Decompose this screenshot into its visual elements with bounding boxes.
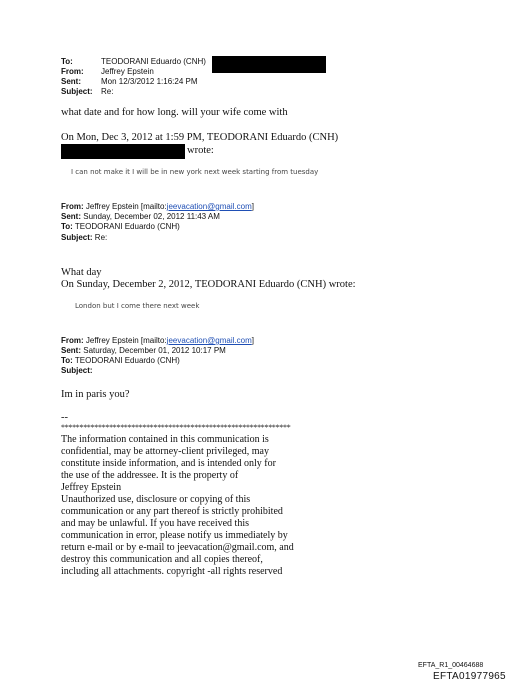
redaction-bar bbox=[61, 144, 185, 159]
sent-value: Mon 12/3/2012 1:16:24 PM bbox=[101, 77, 198, 86]
email-header-sent bbox=[61, 212, 220, 222]
quote-wrote: wrote: bbox=[187, 145, 214, 156]
subject-label: Subject: bbox=[61, 233, 93, 242]
from-value: Jeffrey Epstein bbox=[101, 67, 154, 76]
subject-label: Subject: bbox=[61, 87, 93, 96]
email-header-from: From: Jeffrey Epstein [mailto:jeevacation@gmail.com] bbox=[61, 202, 254, 211]
to-label: To: bbox=[61, 222, 73, 231]
disclaimer-line: Unauthorized use, disclosure or copying of this bbox=[61, 494, 251, 505]
email-header-to bbox=[61, 356, 180, 366]
subject-value: Re: bbox=[94, 233, 108, 242]
from-label: From: bbox=[61, 336, 84, 345]
quoted-reply: I can not make it I will be in new york next week starting from tuesday bbox=[71, 168, 319, 176]
body-text: what date and for how long. will your wife come with bbox=[61, 107, 288, 118]
quote-header: On Mon, Dec 3, 2012 at 1:59 PM, TEODORANI Eduardo (CNH) bbox=[61, 132, 339, 143]
from-name: Jeffrey Epstein [mailto: bbox=[85, 336, 167, 345]
disclaimer-line: Jeffrey Epstein bbox=[61, 482, 122, 493]
disclaimer-line: communication in error, please notify us immediately by bbox=[61, 530, 288, 541]
to-value: TEODORANI Eduardo (CNH) bbox=[101, 57, 206, 66]
disclaimer-line: The information contained in this communication is bbox=[61, 434, 269, 445]
quoted-reply: London but I come there next week bbox=[75, 302, 200, 310]
email-link[interactable]: jeevacation@gmail.com bbox=[166, 336, 252, 345]
signature-stars: ************************************************************** bbox=[61, 423, 291, 432]
email-header-from: From: Jeffrey Epstein [mailto:jeevacation@gmail.com] bbox=[61, 336, 254, 345]
disclaimer-line: destroy this communication and all copies thereof, bbox=[61, 554, 263, 565]
sent-label: Sent: bbox=[61, 212, 81, 221]
disclaimer-line: return e-mail or by e-mail to jeevacation@gmail.com, and bbox=[61, 542, 294, 553]
quote-header: On Sunday, December 2, 2012, TEODORANI Eduardo (CNH) wrote: bbox=[61, 279, 356, 290]
from-name: Jeffrey Epstein [mailto: bbox=[85, 202, 167, 211]
email-header-to bbox=[61, 222, 180, 232]
sent-value: Saturday, December 01, 2012 10:17 PM bbox=[83, 346, 226, 355]
body-text: Im in paris you? bbox=[61, 389, 130, 400]
to-value: TEODORANI Eduardo (CNH) bbox=[74, 356, 180, 365]
signature-dashes: -- bbox=[61, 412, 68, 423]
to-label: To: bbox=[61, 356, 73, 365]
top-header bbox=[61, 57, 206, 97]
sent-label: Sent: bbox=[61, 77, 81, 86]
email-header-sent bbox=[61, 346, 226, 356]
from-label: From: bbox=[61, 202, 84, 211]
redaction-bar bbox=[212, 56, 326, 73]
disclaimer-line: including all attachments. copyright -all rights reserved bbox=[61, 566, 283, 577]
body-text: What day bbox=[61, 267, 102, 278]
to-label: To: bbox=[61, 57, 73, 66]
sent-value: Sunday, December 02, 2012 11:43 AM bbox=[83, 212, 220, 221]
subject-value: Re: bbox=[101, 87, 114, 96]
disclaimer-line: confidential, may be attorney-client privileged, may bbox=[61, 446, 269, 457]
subject-label: Subject: bbox=[61, 366, 93, 375]
disclaimer-line: communication or any part thereof is strictly prohibited bbox=[61, 506, 283, 517]
bates-number-small: EFTA_R1_00464688 bbox=[418, 662, 484, 669]
email-header-subject bbox=[61, 366, 93, 376]
sent-label: Sent: bbox=[61, 346, 81, 355]
from-label: From: bbox=[61, 67, 84, 76]
disclaimer bbox=[61, 434, 294, 578]
to-value: TEODORANI Eduardo (CNH) bbox=[74, 222, 180, 231]
email-link[interactable]: jeevacation@gmail.com bbox=[166, 202, 252, 211]
disclaimer-line: constitute inside information, and is intended only for bbox=[61, 458, 276, 469]
disclaimer-line: the use of the addressee. It is the property of bbox=[61, 470, 239, 481]
bates-number: EFTA01977965 bbox=[433, 671, 506, 682]
disclaimer-line: and may be unlawful. If you have received this bbox=[61, 518, 249, 529]
email-header-subject bbox=[61, 233, 107, 243]
